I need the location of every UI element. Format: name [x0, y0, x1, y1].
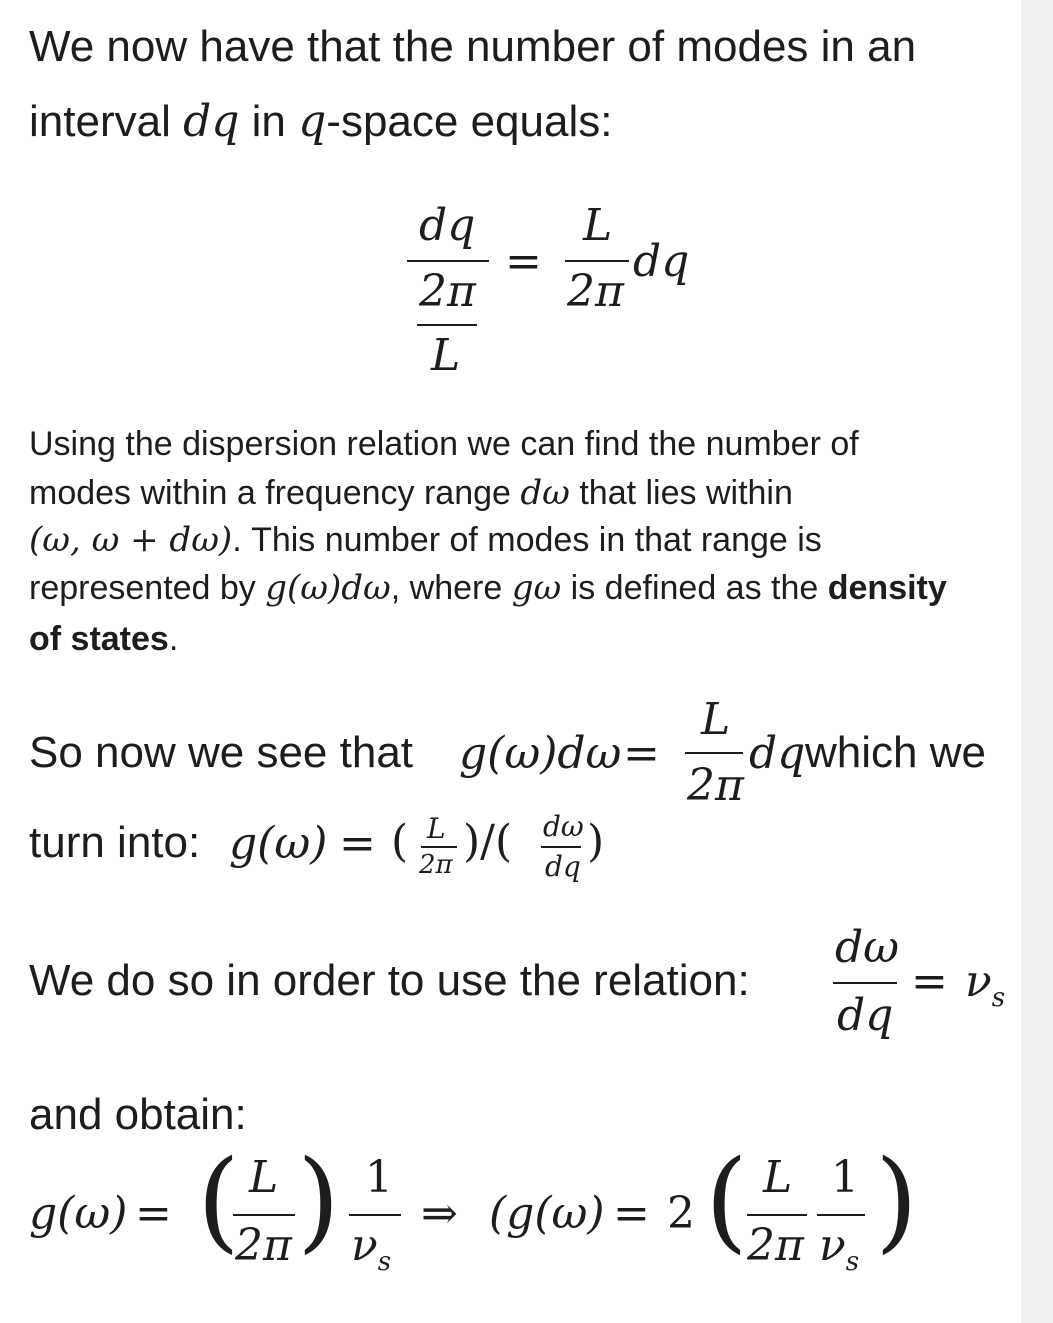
para2-text: , where [390, 569, 512, 607]
subscript-s: s [377, 1246, 392, 1277]
small-frac-num: dω [543, 810, 584, 843]
frac-den: dq [837, 990, 894, 1041]
paren-left: ( [391, 816, 409, 867]
eq1-inner-bar [407, 260, 489, 262]
coefficient: 2 [667, 1188, 695, 1239]
frac-num: L [249, 1152, 279, 1203]
para4-line [29, 920, 1019, 1050]
eq1-rhs-tail: dq [633, 236, 690, 287]
small-frac-num: L [427, 812, 446, 845]
intro-text: in [239, 97, 299, 146]
para2-line-4 [29, 568, 947, 608]
equation-modes-per-interval [405, 200, 695, 390]
frac-bar [817, 1214, 865, 1216]
frac-bar [747, 1214, 807, 1216]
eq1-den: L [431, 330, 461, 381]
para2-text: . [168, 620, 179, 658]
para3-text: turn into: [29, 818, 201, 867]
para5-intro: and obtain: [29, 1090, 247, 1139]
vertical-scrollbar[interactable] [1021, 0, 1053, 1323]
equation-density-of-states [29, 1136, 1019, 1288]
eq1-num-top: dq [419, 200, 476, 251]
math-equals: = [339, 818, 376, 869]
frac-den: 2π [235, 1220, 292, 1271]
eq1-rhs-num: L [583, 200, 613, 251]
implies-arrow-icon: ⇒ [421, 1188, 458, 1239]
big-paren-left: ( [197, 1136, 240, 1264]
nu: ν [965, 956, 992, 1007]
intro-text: interval [29, 97, 184, 146]
math-var-dq: dq [749, 728, 806, 779]
para2-text: modes within a frequency range [29, 474, 521, 512]
frac-num: 1 [831, 1152, 859, 1203]
math-var-gomega: gω [511, 568, 562, 608]
para2-line-5 [29, 620, 178, 659]
eq1-rhs-bar [565, 260, 629, 262]
math-g-omega: g(ω) [29, 1188, 128, 1239]
math-g-omega: (g(ω) [489, 1188, 605, 1239]
para4-text: We do so in order to use the relation: [29, 956, 750, 1005]
eq1-outer-bar [417, 324, 477, 326]
para2-text: . This number of modes in that range is [232, 521, 822, 559]
big-paren-left: ( [705, 1136, 748, 1264]
math-var-domega: dω [520, 473, 570, 513]
eq1-num-bottom: 2π [419, 266, 476, 317]
frac-num: dω [835, 922, 900, 973]
subscript-s: s [991, 982, 1006, 1013]
para2-text: represented by [29, 569, 266, 607]
math-nu-s [965, 956, 1005, 1013]
para2-text: that lies within [569, 474, 793, 512]
small-frac-den: dq [545, 850, 581, 883]
subscript-s: s [845, 1246, 860, 1277]
big-paren-right: ) [875, 1136, 918, 1264]
bold-term-density: density [827, 569, 947, 607]
eq1-equals: = [505, 236, 542, 287]
big-paren-right: ) [297, 1136, 340, 1264]
para3-text: So now we see that [29, 728, 414, 777]
frac-bar [833, 982, 897, 984]
math-equals: = [623, 728, 660, 779]
para2-text: is defined as the [561, 569, 828, 607]
math-equals: = [613, 1188, 650, 1239]
frac-den: 2π [687, 760, 744, 811]
frac-num: L [701, 694, 731, 745]
frac-bar [349, 1214, 401, 1216]
small-frac-den: 2π [419, 850, 453, 880]
small-frac-bar [541, 846, 581, 848]
math-interval: (ω, ω + dω) [29, 520, 233, 560]
intro-line-1: We now have that the number of modes in an [29, 22, 917, 71]
math-nu-s [351, 1220, 391, 1277]
math-g-omega: g(ω) [229, 818, 328, 869]
para2-line-3 [29, 520, 822, 560]
frac-bar [685, 752, 743, 754]
math-equals: = [911, 956, 948, 1007]
frac-bar [233, 1214, 295, 1216]
math-g-omega-domega: g(ω)dω [459, 728, 622, 779]
para3-text: which we [805, 728, 986, 777]
paren-right: ) [587, 816, 605, 867]
math-g-omega-domega: g(ω)dω [265, 568, 391, 608]
math-var-dq: dq [183, 96, 240, 147]
bold-term-of-states: of states [29, 620, 169, 658]
para2-line-1: Using the dispersion relation we can find the number of [29, 425, 859, 463]
para3-line-2 [29, 808, 729, 898]
intro-text: -space equals: [326, 97, 613, 146]
nu: ν [819, 1220, 846, 1271]
math-var-q: q [298, 96, 327, 147]
paren-slash: )/( [463, 816, 513, 867]
eq1-rhs-den: 2π [567, 266, 624, 317]
math-nu-s [819, 1220, 859, 1277]
para3-line-1 [29, 690, 1029, 820]
frac-num: 1 [365, 1152, 393, 1203]
math-equals: = [135, 1188, 172, 1239]
nu: ν [351, 1220, 378, 1271]
para2-line-2 [29, 473, 793, 513]
frac-den: 2π [747, 1220, 804, 1271]
intro-line-2 [29, 96, 612, 147]
small-frac-bar [421, 846, 457, 848]
frac-num: L [763, 1152, 793, 1203]
